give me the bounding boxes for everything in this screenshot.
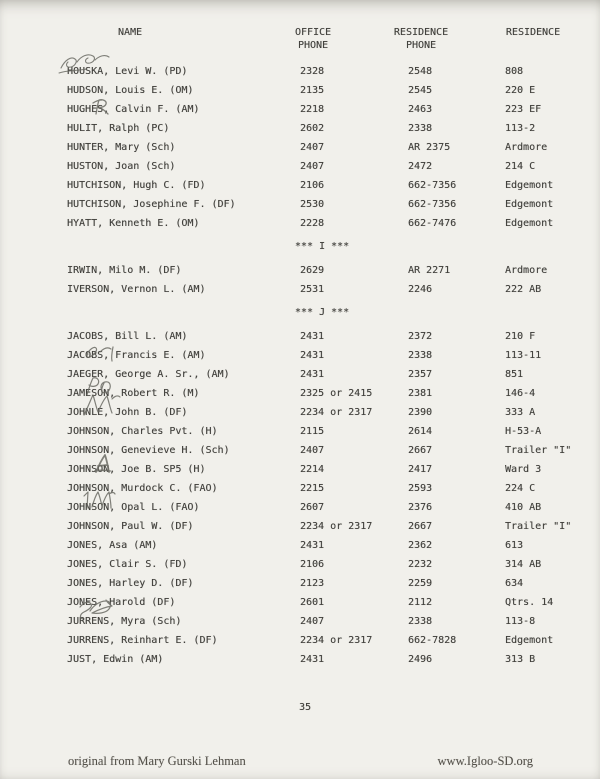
- table-row: [0, 138, 600, 157]
- entry-office-phone: 2602: [300, 123, 325, 134]
- entry-name: JOHNSON, Joe B. SP5 (H): [67, 464, 206, 475]
- entry-residence-phone: 2338: [408, 616, 433, 627]
- directory-table: [0, 62, 600, 669]
- entry-name: JOHNLE, John B. (DF): [67, 407, 188, 418]
- table-row: [0, 176, 600, 195]
- entry-residence: Trailer "I": [505, 445, 572, 456]
- pencil-annotation-jurrens-myra-icon: [70, 597, 116, 627]
- column-header-residence-phone-line1: RESIDENCE: [393, 27, 449, 38]
- table-row: [0, 119, 600, 138]
- entry-office-phone: 2228: [300, 218, 325, 229]
- entry-name: HUSTON, Joan (Sch): [67, 161, 176, 172]
- table-row: [0, 650, 600, 669]
- entry-residence-phone: 2593: [408, 483, 433, 494]
- section-header-label: *** I ***: [294, 241, 350, 252]
- column-header-name: NAME: [117, 27, 143, 38]
- entry-name: JONES, Asa (AM): [67, 540, 158, 551]
- entry-residence-phone: 662-7356: [408, 180, 457, 191]
- entry-residence: 113-2: [505, 123, 536, 134]
- entry-residence: 222 AB: [505, 284, 542, 295]
- entry-residence: 224 C: [505, 483, 536, 494]
- entry-name: JURRENS, Myra (Sch): [67, 616, 182, 627]
- footer-credit: original from Mary Gurski Lehman: [68, 754, 246, 768]
- entry-residence: 314 AB: [505, 559, 542, 570]
- entry-residence: Qtrs. 14: [505, 597, 554, 608]
- entry-office-phone: 2215: [300, 483, 325, 494]
- entry-residence: 113-11: [505, 350, 542, 361]
- entry-office-phone: 2629: [300, 265, 325, 276]
- entry-office-phone: 2115: [300, 426, 325, 437]
- entry-office-phone: 2407: [300, 161, 325, 172]
- entry-office-phone: 2431: [300, 369, 325, 380]
- entry-name: JAMESON, Robert R. (M): [67, 388, 200, 399]
- section-header-label: *** J ***: [294, 307, 350, 318]
- entry-residence: 210 F: [505, 331, 536, 342]
- entry-name: JONES, Harley D. (DF): [67, 578, 194, 589]
- page-number: 35: [299, 702, 312, 713]
- entry-name: JACOBS, Francis E. (AM): [67, 350, 206, 361]
- entry-residence: 214 C: [505, 161, 536, 172]
- entry-residence-phone: 2463: [408, 104, 433, 115]
- entry-residence-phone: 2390: [408, 407, 433, 418]
- table-row: [0, 280, 600, 299]
- entry-office-phone: 2531: [300, 284, 325, 295]
- entry-name: IVERSON, Vernon L. (AM): [67, 284, 206, 295]
- entry-residence-phone: 2667: [408, 521, 433, 532]
- entry-residence-phone: 2472: [408, 161, 433, 172]
- entry-residence-phone: AR 2271: [408, 265, 451, 276]
- entry-office-phone: 2328: [300, 66, 325, 77]
- entry-residence-phone: 2417: [408, 464, 433, 475]
- table-row: [0, 157, 600, 176]
- column-header-office-phone-line2: PHONE: [297, 40, 329, 51]
- column-header-residence-phone-line2: PHONE: [405, 40, 437, 51]
- table-row: [0, 631, 600, 650]
- entry-residence-phone: 2372: [408, 331, 433, 342]
- entry-office-phone: 2234 or 2317: [300, 635, 373, 646]
- section-header: [0, 237, 600, 256]
- footer-url: www.Igloo-SD.org: [437, 754, 533, 768]
- entry-office-phone: 2407: [300, 445, 325, 456]
- pencil-annotation-jacobs-francis-icon: [78, 339, 118, 365]
- entry-residence-phone: 2667: [408, 445, 433, 456]
- entry-office-phone: 2407: [300, 616, 325, 627]
- entry-office-phone: 2607: [300, 502, 325, 513]
- entry-name: JOHNSON, Charles Pvt. (H): [67, 426, 218, 437]
- entry-name: HUDSON, Louis E. (OM): [67, 85, 194, 96]
- entry-name: HOUSKA, Levi W. (PD): [67, 66, 188, 77]
- entry-name: HUTCHISON, Hugh C. (FD): [67, 180, 206, 191]
- entry-residence: 613: [505, 540, 524, 551]
- entry-office-phone: 2214: [300, 464, 325, 475]
- entry-name: JOHNSON, Genevieve H. (Sch): [67, 445, 230, 456]
- entry-residence: Ardmore: [505, 265, 548, 276]
- entry-office-phone: 2530: [300, 199, 325, 210]
- entry-name: HULIT, Ralph (PC): [67, 123, 170, 134]
- entry-office-phone: 2431: [300, 654, 325, 665]
- entry-residence: 808: [505, 66, 524, 77]
- section-header: [0, 303, 600, 322]
- pencil-annotation-johnson-opal-icon: [78, 488, 116, 514]
- entry-office-phone: 2123: [300, 578, 325, 589]
- table-row: [0, 574, 600, 593]
- entry-name: HYATT, Kenneth E. (OM): [67, 218, 200, 229]
- entry-office-phone: 2218: [300, 104, 325, 115]
- entry-residence-phone: 2338: [408, 123, 433, 134]
- entry-office-phone: 2234 or 2317: [300, 407, 373, 418]
- entry-residence: 223 EF: [505, 104, 542, 115]
- entry-residence: H-53-A: [505, 426, 542, 437]
- table-row: [0, 555, 600, 574]
- entry-name: JOHNSON, Opal L. (FAO): [67, 502, 200, 513]
- pencil-annotation-houska-icon: [55, 48, 113, 76]
- entry-office-phone: 2106: [300, 180, 325, 191]
- entry-residence-phone: 2246: [408, 284, 433, 295]
- entry-office-phone: 2407: [300, 142, 325, 153]
- entry-name: HUTCHISON, Josephine F. (DF): [67, 199, 236, 210]
- entry-residence: Ward 3: [505, 464, 542, 475]
- entry-residence-phone: AR 2375: [408, 142, 451, 153]
- table-row: [0, 517, 600, 536]
- entry-residence: 220 E: [505, 85, 536, 96]
- entry-residence: Edgemont: [505, 180, 554, 191]
- entry-residence: Edgemont: [505, 199, 554, 210]
- entry-residence-phone: 2259: [408, 578, 433, 589]
- entry-residence: 146-4: [505, 388, 536, 399]
- entry-office-phone: 2431: [300, 350, 325, 361]
- pencil-annotation-johnle-icon: [80, 391, 122, 419]
- entry-name: HUGHES, Calvin F. (AM): [67, 104, 200, 115]
- entry-name: JAEGER, George A. Sr., (AM): [67, 369, 230, 380]
- entry-office-phone: 2106: [300, 559, 325, 570]
- entry-name: JACOBS, Bill L. (AM): [67, 331, 188, 342]
- entry-residence-phone: 2338: [408, 350, 433, 361]
- table-row: [0, 460, 600, 479]
- pencil-annotation-johnson-joe-icon: [92, 453, 114, 475]
- column-header-office-phone-line1: OFFICE: [294, 27, 332, 38]
- entry-office-phone: 2325 or 2415: [300, 388, 373, 399]
- entry-name: JOHNSON, Murdock C. (FAO): [67, 483, 218, 494]
- entry-residence: 113-8: [505, 616, 536, 627]
- entry-residence: Trailer "I": [505, 521, 572, 532]
- entry-residence-phone: 662-7476: [408, 218, 457, 229]
- entry-residence: Edgemont: [505, 635, 554, 646]
- entry-name: JUST, Edwin (AM): [67, 654, 164, 665]
- entry-name: IRWIN, Milo M. (DF): [67, 265, 182, 276]
- entry-name: HUNTER, Mary (Sch): [67, 142, 176, 153]
- column-header-residence: RESIDENCE: [505, 27, 561, 38]
- table-row: [0, 536, 600, 555]
- entry-residence-phone: 2357: [408, 369, 433, 380]
- entry-residence: 634: [505, 578, 524, 589]
- entry-residence: 410 AB: [505, 502, 542, 513]
- pencil-annotation-hughes-icon: [90, 97, 114, 117]
- table-row: [0, 214, 600, 233]
- entry-residence: Edgemont: [505, 218, 554, 229]
- entry-residence: Ardmore: [505, 142, 548, 153]
- table-row: [0, 441, 600, 460]
- entry-residence-phone: 2376: [408, 502, 433, 513]
- entry-residence-phone: 2548: [408, 66, 433, 77]
- entry-office-phone: 2431: [300, 540, 325, 551]
- entry-residence: 313 B: [505, 654, 536, 665]
- table-row: [0, 422, 600, 441]
- entry-office-phone: 2601: [300, 597, 325, 608]
- entry-residence: 851: [505, 369, 524, 380]
- entry-residence-phone: 2545: [408, 85, 433, 96]
- entry-office-phone: 2135: [300, 85, 325, 96]
- entry-name: JONES, Harold (DF): [67, 597, 176, 608]
- entry-residence-phone: 662-7828: [408, 635, 457, 646]
- table-row: [0, 261, 600, 280]
- entry-residence-phone: 2232: [408, 559, 433, 570]
- entry-residence-phone: 2496: [408, 654, 433, 665]
- entry-office-phone: 2234 or 2317: [300, 521, 373, 532]
- entry-residence-phone: 2362: [408, 540, 433, 551]
- entry-name: JONES, Clair S. (FD): [67, 559, 188, 570]
- table-row: [0, 195, 600, 214]
- entry-residence-phone: 662-7356: [408, 199, 457, 210]
- entry-name: JURRENS, Reinhart E. (DF): [67, 635, 218, 646]
- entry-office-phone: 2431: [300, 331, 325, 342]
- entry-residence: 333 A: [505, 407, 536, 418]
- entry-name: JOHNSON, Paul W. (DF): [67, 521, 194, 532]
- entry-residence-phone: 2381: [408, 388, 433, 399]
- entry-residence-phone: 2614: [408, 426, 433, 437]
- entry-residence-phone: 2112: [408, 597, 433, 608]
